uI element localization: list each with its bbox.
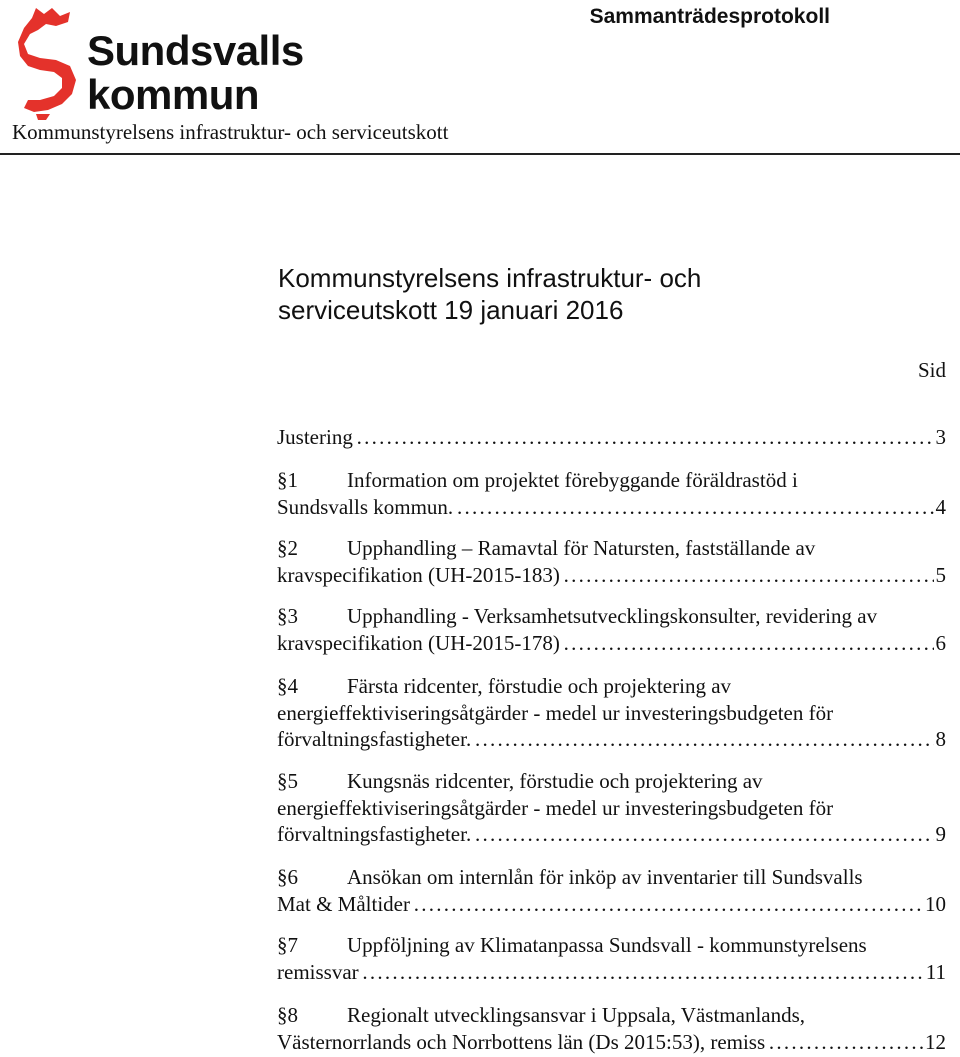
toc-page-number: 10	[925, 891, 946, 916]
page-title-line-1: Kommunstyrelsens infrastruktur- och	[278, 263, 702, 293]
toc-entry-title-leader: förvaltningsfastigheter. . . .	[277, 726, 934, 753]
toc-entry[interactable]	[277, 424, 946, 451]
toc-section-number: §7	[277, 933, 298, 957]
toc-entry-last-line	[277, 821, 946, 848]
toc-entry-last-line	[277, 959, 946, 986]
toc-entry-text-line: §7 Uppföljning av Klimatanpassa Sundsvall - kommunstyrelsens	[277, 933, 867, 957]
logo-wordmark-kommun: kommun	[87, 71, 260, 118]
toc-entry-text-line: energieffektiviseringsåtgärder - medel ur investeringsbudgeten för	[277, 700, 834, 725]
toc-entry-last-line	[277, 424, 946, 451]
toc-entry-last-line	[277, 1029, 946, 1056]
committee-name: Kommunstyrelsens infrastruktur- och serviceutskott	[12, 120, 449, 144]
toc-page-number: 11	[925, 959, 946, 984]
toc-page-number: 6	[935, 630, 946, 655]
toc-entry[interactable]	[277, 768, 946, 848]
toc-page-number: 5	[935, 562, 946, 587]
document-type: Sammanträdesprotokoll	[589, 5, 830, 28]
toc-entry-title-leader: förvaltningsfastigheter. . . .	[277, 821, 934, 848]
logo-wordmark-sundsvalls: Sundsvalls	[87, 27, 304, 74]
toc-entry[interactable]	[277, 864, 946, 917]
toc-entry[interactable]	[277, 932, 946, 985]
toc-entry-title-leader: kravspecifikation (UH-2015-178) . . .	[277, 630, 934, 657]
toc-entry-last-line	[277, 891, 946, 918]
sundsvall-logo	[16, 4, 306, 120]
dragon-emblem-icon	[16, 4, 86, 120]
toc-entry-title-leader: kravspecifikation (UH-2015-183) . . .	[277, 562, 934, 589]
toc-entry-title-leader: Västernorrlands och Norrbottens län (Ds 2015:53), remiss . . .	[277, 1029, 923, 1056]
page-title-line-2: serviceutskott 19 januari 2016	[278, 295, 624, 325]
toc-page-number: 4	[935, 494, 946, 519]
toc-entry-title-leader: remissvar . . .	[277, 959, 924, 986]
toc-entry-title-leader: Justering . . .	[277, 424, 934, 451]
toc-section-number: §2	[277, 536, 298, 560]
toc-page-number: 12	[925, 1029, 946, 1054]
toc-section-number: §8	[277, 1003, 298, 1027]
toc-section-number: §6	[277, 865, 298, 889]
toc-entry[interactable]	[277, 535, 946, 588]
toc-entry[interactable]	[277, 673, 946, 753]
toc-section-number: §3	[277, 604, 298, 628]
toc-entry-text-line: §8 Regionalt utvecklingsansvar i Uppsala, Västmanlands,	[277, 1003, 806, 1027]
toc-entry-text-line: §2 Upphandling – Ramavtal för Natursten, fastställande av	[277, 536, 816, 560]
toc-page-number: 9	[935, 822, 946, 846]
toc-section-number: §5	[277, 769, 298, 793]
toc-section-number: §1	[277, 468, 298, 492]
page-title	[278, 262, 838, 326]
toc-entry-title-leader: Mat & Måltider . . .	[277, 891, 923, 918]
toc-entry[interactable]	[277, 603, 946, 656]
toc-entry-text-line: §6 Ansökan om internlån för inköp av inventarier till Sundsvalls	[277, 865, 863, 889]
header-divider	[0, 153, 960, 155]
toc-page-column-header: Sid	[917, 358, 946, 382]
toc-entry-text-line: §3 Upphandling - Verksamhetsutvecklingskonsulter, revidering av	[277, 604, 878, 628]
toc-entry[interactable]	[277, 467, 946, 520]
toc-page-number: 3	[935, 425, 946, 449]
toc-entry-title-leader: Sundsvalls kommun. . . .	[277, 494, 934, 521]
toc-entry-text-line: §5 Kungsnäs ridcenter, förstudie och projektering av	[277, 769, 763, 793]
toc-entry[interactable]	[277, 1002, 946, 1055]
toc-page-number: 8	[935, 727, 946, 751]
toc-entry-last-line	[277, 562, 946, 589]
toc-section-number: §4	[277, 674, 298, 698]
toc-entry-text-line: §1 Information om projektet förebyggande föräldrastöd i	[277, 468, 798, 492]
toc-entry-text-line: §4 Färsta ridcenter, förstudie och projektering av	[277, 674, 732, 698]
toc-entry-text-line: energieffektiviseringsåtgärder - medel ur investeringsbudgeten för	[277, 795, 834, 820]
toc-entry-last-line	[277, 630, 946, 657]
toc-entry-last-line	[277, 494, 946, 521]
toc-entry-last-line	[277, 726, 946, 753]
